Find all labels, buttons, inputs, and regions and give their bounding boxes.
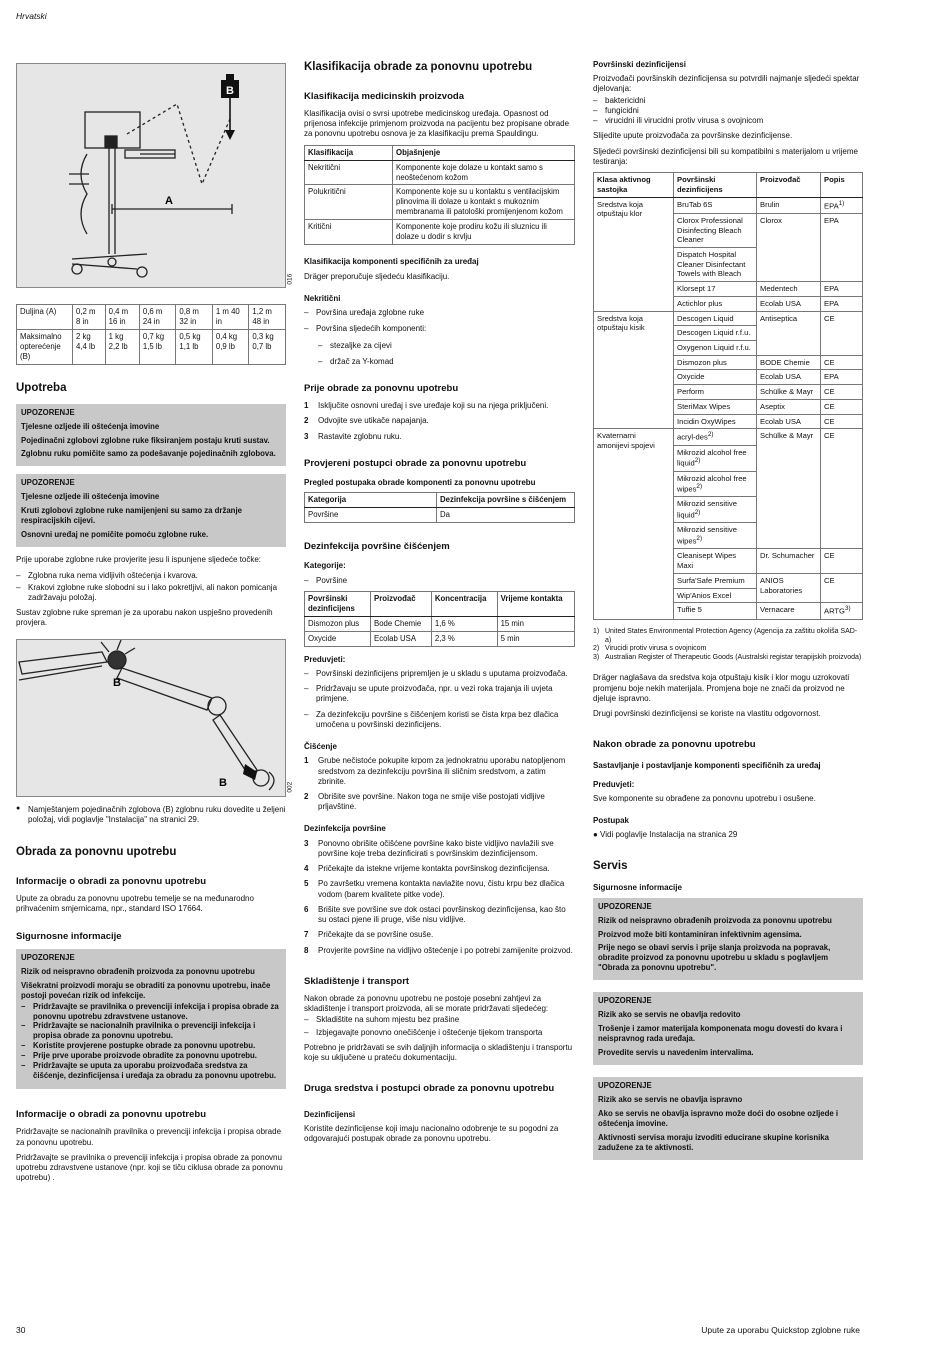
list-item: – Površina sljedećih komponenti:: [304, 324, 575, 334]
table-row: [305, 508, 575, 523]
table-cell: Surfa'Safe Premium: [674, 573, 757, 588]
paragraph: Sljedeći površinski dezinficijensi bili su kompatibilni s materijalom u vrijeme testiranja:: [593, 146, 858, 166]
table-cell: Mikrozid alcohol free liquid$^{2)}$: [674, 445, 757, 471]
column-right: [593, 58, 863, 1168]
list-item: – Za dezinfekciju površine s čišćenjem koristi se čista krpa bez dlačica umočena u površinski dezinficijens.: [304, 710, 575, 730]
figure-arm-length: [16, 63, 294, 288]
warning-text: Pojedinačni zglobovi zglobne ruke fiksiranjem postaju kruti sustav.: [21, 435, 270, 445]
fig2-number: 002: [286, 782, 294, 793]
provj-title: Provjereni postupci obrade za ponovnu upotrebu: [304, 457, 527, 469]
table-cell: Nekritični: [305, 160, 393, 185]
paragraph: Slijedite upute proizvođača za površinske dezinficijense.: [593, 131, 793, 141]
table-cell: Površine: [305, 508, 437, 523]
warning-text: Zglobnu ruku pomičite samo za podešavanje pojedinačnih zglobova.: [21, 449, 276, 459]
table-cell: Wip'Anios Excel: [674, 588, 757, 603]
obrada-title: Obrada za ponovnu upotrebu: [16, 846, 177, 859]
step-item: 6 Brišite sve površine sve dok ostaci površinskog dezinficijensa, kao što su ostaci pjene ili pruge, više nisu vidljive.: [304, 904, 566, 925]
table-row: [594, 311, 863, 326]
table-header: Površinski dezinficijens: [305, 591, 371, 616]
footnote: 2) Virucidi protiv virusa s ovojnicom: [593, 645, 707, 653]
warning-text: Prije nego se obavi servis i prije slanja proizvoda na popravak, obradite proizvod za ponovnu upotrebu u skladu s poglavljem "Obrada za ponovnu upotrebu".: [598, 943, 831, 973]
povrs-title: Površinski dezinficijensi: [593, 60, 686, 69]
table-cell: EPA$^{1)}$: [821, 197, 863, 213]
provj-sub: Pregled postupaka obrade komponenti za ponovnu upotrebu: [304, 477, 536, 487]
table-header: Koncentracija: [431, 591, 497, 616]
list-item: – Pridržavaju se upute proizvođača, npr. u vezi roka trajanja ili uvjeta primjene.: [304, 684, 575, 704]
table-cell: Kritični: [305, 220, 393, 245]
paragraph: Pridržavajte se pravilnika o prevenciji infekcija i propisa obrade za ponovnu upotrebu zdravstvene ustanove (npr. koji se tiču ciklusa obrade za ponovnu upotrebu) .: [16, 1152, 283, 1183]
table-cell: 0,3 kg 0,7 lb: [249, 329, 286, 364]
warning-subject: Rizik od neispravno obrađenih proizvoda za ponovnu upotrebu: [21, 966, 255, 976]
column-middle: [304, 58, 575, 1149]
table-cell: Duljina (A): [17, 305, 73, 330]
table-cell: Komponente koje su u kontaktu s ventilacijskim plinovima ili dolaze u kontakt s mukoznim membranama ili patološki promijenjenom kožom: [393, 185, 575, 220]
warning-text: Proizvod može biti kontaminiran infektivnim agensima.: [598, 929, 802, 939]
obrada-info-title: Informacije o obradi za ponovnu upotrebu: [16, 875, 207, 887]
arm-joints-illustration: [17, 640, 285, 796]
dez-ciscenje: Čišćenje: [304, 742, 337, 752]
list-item: – držač za Y-komad: [304, 357, 575, 367]
table-cell: acryl-des$^{2)}$: [674, 429, 757, 445]
klas-title: Klasifikacija obrade za ponovnu upotrebu: [304, 61, 533, 73]
table-cell: Clorox Professional Disinfecting Bleach Cleaner: [674, 213, 757, 247]
step-item: 2 Obrišite sve površine. Nakon toga ne smije više postojati vidljive prljavštine.: [304, 792, 545, 812]
table-cell: Mikrozid sensitive liquid$^{2)}$: [674, 497, 757, 523]
table-header: Klasifikacija: [305, 145, 393, 160]
table-cell: Tuffie 5: [674, 603, 757, 619]
table-cell: 1 m 40 in: [212, 305, 249, 330]
check-list: [16, 571, 286, 604]
table-header: Proizvođač: [757, 173, 821, 197]
table-cell: 0,2 m 8 in: [73, 305, 106, 330]
spectrum-list: [593, 96, 863, 127]
table-header-row: [305, 145, 575, 160]
component-list: [304, 308, 575, 367]
step-item: 4 Pričekajte da istekne vrijeme kontakta površinskog dezinficijensa.: [304, 864, 550, 874]
table-cell: Ecolab USA: [757, 296, 821, 311]
prije-steps: [304, 401, 575, 442]
arm-length-illustration: [17, 64, 285, 287]
list-item: – stezaljke za cijevi: [304, 341, 575, 351]
prerequisite-list: [304, 669, 575, 730]
table-cell: Dr. Schumacher: [757, 549, 821, 573]
table-cell: Incidin OxyWipes: [674, 414, 757, 429]
table-cell: EPA: [821, 370, 863, 385]
nakon-postupak: Postupak: [593, 816, 630, 826]
dez-preduvjeti: Preduvjeti:: [304, 654, 346, 664]
servis-title: Servis: [593, 859, 628, 872]
nakon-preduvjeti: Preduvjeti:: [593, 779, 635, 789]
paragraph: Drugi površinski dezinficijensi se koriste na vlastitu odgovornost.: [593, 709, 821, 719]
disinfectant-table: [304, 591, 575, 647]
table-cell: CE: [821, 311, 863, 355]
list-item: – fungicidni: [593, 106, 863, 116]
list-item: – Izbjegavajte ponovno onečišćenje i oštećenje tijekom transporta: [304, 1028, 575, 1038]
paragraph: Prije uporabe zglobne ruke provjerite jesu li ispunjene sljedeće točke:: [16, 555, 262, 565]
warning-text: Provedite servis u navedenim intervalima.: [598, 1048, 754, 1058]
table-cell: 15 min: [497, 616, 574, 631]
table-cell: Dispatch Hospital Cleaner Disinfectant Towels with Bleach: [674, 247, 757, 281]
table-cell: BruTab 6S: [674, 197, 757, 213]
list-item: – Površina uređaja zglobne ruke: [304, 308, 575, 318]
table-cell: CE: [821, 355, 863, 370]
paragraph: Klasifikacija ovisi o svrsi upotrebe medicinskog uređaja. Opasnost od prijenosa infekcije primjenom proizvoda na pacijentu bez propisane obrade za ponovnu upotrebu osnova je za klasifikaciju prema Spauldingu.: [304, 108, 570, 139]
table-cell: Kvaternarni amonijevi spojevi: [594, 429, 674, 619]
list-item: – Koristite provjerene postupke obrade za ponovnu upotrebu.: [21, 1041, 281, 1051]
obrada-info2-title: Informacije o obradi za ponovnu upotrebu: [16, 1109, 207, 1121]
table-cell: 0,5 kg 1,1 lb: [176, 329, 213, 364]
table-row: [594, 429, 863, 445]
paragraph: Potrebno je pridržavati se svih daljnjih informacija o skladištenju i transportu koje su uključene u prateću dokumentaciju.: [304, 1042, 573, 1063]
table-cell: Ecolab USA: [757, 414, 821, 429]
table-cell: Brulin: [757, 197, 821, 213]
table-cell: Komponente koje prodiru kožu ili sluznicu ili dolaze u dodir s krvlju: [393, 220, 575, 245]
warning-box: [16, 474, 286, 547]
table-cell: Oxycide: [305, 631, 371, 646]
table-row: [305, 631, 575, 646]
header-language: Hrvatski: [16, 11, 47, 21]
warning-title: UPOZORENJE: [21, 407, 75, 417]
table-cell: EPA: [821, 282, 863, 297]
table-cell: 1 kg 2,2 lb: [105, 329, 139, 364]
warning-text: Osnovni uređaj ne pomičite pomoću zglobne ruke.: [21, 530, 209, 540]
step-item: 5 Po završetku vremena kontakta navlažite novu, čistu krpu bez dlačica vodom (barem kvalitete pitke vode).: [304, 879, 565, 899]
table-cell: 2,3 %: [431, 631, 497, 646]
list-item: – Prije prve uporabe proizvode obradite za ponovnu upotrebu.: [21, 1051, 281, 1061]
warning-subject: Rizik ako se servis ne obavlja redovito: [598, 1010, 741, 1020]
table-cell: 1,2 m 48 in: [249, 305, 286, 330]
table-cell: Sredstva koja otpuštaju klor: [594, 197, 674, 311]
step-item: 8 Provjerite površine na vidljivo oštećenje i po potrebi zamijenite proizvod.: [304, 945, 573, 955]
paragraph: Proizvođači površinskih dezinficijensa su potvrdili najmanje sljedeći spektar djelovanja:: [593, 74, 860, 94]
bullet-instruction: ● Namještanjem pojedinačnih zglobova (B) zglobnu ruku dovedite u željeni položaj, vidi poglavlje "Instalacija" na stranici 29.: [16, 805, 286, 825]
fig1-label-a: A: [165, 195, 173, 207]
warning-text: Višekratni proizvodi moraju se obraditi za ponovnu upotrebu, inače postoji povećan rizik od infekcije.: [21, 980, 271, 1000]
paragraph: ● Vidi poglavlje Instalacija na stranica 29: [593, 830, 738, 840]
table-cell: Descogen Liquid r.f.u.: [674, 326, 757, 341]
table-header: Kategorija: [305, 493, 437, 508]
document-title: Upute za uporabu Quickstop zglobne ruke: [701, 1325, 860, 1335]
table-header: Vrijeme kontakta: [497, 591, 574, 616]
table-cell: CE: [821, 549, 863, 573]
table-cell: Polukritični: [305, 185, 393, 220]
storage-list: [304, 1015, 575, 1037]
step-item: 2 Odvojite sve utikače napajanja.: [304, 416, 429, 426]
table-header: Klasa aktivnog sastojka: [594, 173, 674, 197]
step-item: 3 Ponovno obrišite očišćene površine kako biste vidljivo navlažili sve površine koje treba dezinficirati s površinskim dezinficijensom.: [304, 838, 554, 858]
skl-title: Skladištenje i transport: [304, 975, 410, 987]
list-item: – Krakovi zglobne ruke slobodni su i lako pokretljivi, ali nakon pomicanja zadržavaju položaj.: [16, 583, 286, 603]
fig1-label-b: B: [226, 85, 234, 97]
paragraph: Sve komponente su obrađene za ponovnu upotrebu i osušene.: [593, 793, 816, 803]
paragraph: Dräger preporučuje sljedeću klasifikaciju.: [304, 271, 450, 281]
table-cell: Bode Chemie: [371, 616, 432, 631]
list-item: – Pridržavajte se nacionalnih pravilnika o prevenciji infekcija i propisa obrade za ponovnu upotrebu.: [21, 1021, 281, 1041]
table-cell: 1,6 %: [431, 616, 497, 631]
figure-arm-joints: [16, 639, 294, 797]
warning-list: [21, 1002, 281, 1082]
table-cell: 2 kg 4,4 lb: [73, 329, 106, 364]
dez-title: Dezinfekcija površine čišćenjem: [304, 541, 450, 553]
table-cell: EPA: [821, 213, 863, 281]
table-cell: Cleanisept Wipes Maxi: [674, 549, 757, 573]
table-row: [305, 160, 575, 185]
paragraph: Pridržavajte se nacionalnih pravilnika o prevenciji infekcija i propisa obrade za ponovnu upotrebu.: [16, 1127, 282, 1147]
nakon-title: Nakon obrade za ponovnu upotrebu: [593, 739, 756, 751]
paragraph: Sustav zglobne ruke spreman je za uporabu nakon uspješno provedenih provjera.: [16, 608, 273, 628]
warning-box: [16, 949, 286, 1090]
paragraph: Nakon obrade za ponovnu upotrebu ne postoje posebni zahtjevi za skladištenje i transport proizvoda, ali se morate pridržavati sljedećeg:: [304, 993, 549, 1014]
table-cell: CE: [821, 573, 863, 602]
warning-text: Trošenje i zamor materijala komponenata mogu dovesti do kvara i neispravnog rada uređaja.: [598, 1024, 843, 1044]
warning-title: UPOZORENJE: [598, 1081, 652, 1091]
table-cell: Clorox: [757, 213, 821, 281]
table-cell: Vernacare: [757, 603, 821, 619]
table-cell: Schülke & Mayr: [757, 385, 821, 400]
table-header: Dezinfekcija površine s čišćenjem: [437, 493, 575, 508]
upotreba-title: Upotreba: [16, 381, 67, 394]
table-cell: 0,6 m 24 in: [139, 305, 176, 330]
warning-title: UPOZORENJE: [598, 996, 652, 1006]
table-cell: Mikrozid sensitive wipes$^{2)}$: [674, 523, 757, 549]
table-row: [305, 185, 575, 220]
warning-title: UPOZORENJE: [21, 478, 75, 488]
table-cell: Perform: [674, 385, 757, 400]
warning-text: Kruti zglobovi zglobne ruke namijenjeni su samo za držanje respiracijskih cijevi.: [21, 506, 242, 526]
table-cell: 0,4 m 16 in: [105, 305, 139, 330]
table-cell: Komponente koje dolaze u kontakt samo s neoštećenom kožom: [393, 160, 575, 185]
list-item: – baktericidni: [593, 96, 863, 106]
step-item: 3 Rastavite zglobnu ruku.: [304, 431, 402, 441]
column-left: [16, 58, 294, 1189]
table-cell: SteriMax Wipes: [674, 399, 757, 414]
warning-text: Aktivnosti servisa moraju izvoditi educirane skupine korisnika zadužene za te aktivnosti.: [598, 1133, 829, 1153]
page-number: 30: [16, 1325, 26, 1335]
table-cell: ANIOS Laboratories: [757, 573, 821, 602]
table-header: Objašnjenje: [393, 145, 575, 160]
table-cell: 0,4 kg 0,9 lb: [212, 329, 249, 364]
table-cell: Descogen Liquid: [674, 311, 757, 326]
table-header: Proizvođač: [371, 591, 432, 616]
table-cell: 0,8 m 32 in: [176, 305, 213, 330]
table-header-row: [305, 591, 575, 616]
list-item: – virucidni ili virucidni protiv virusa s ovojnicom: [593, 116, 863, 126]
warning-subject: Rizik ako se servis ne obavlja ispravno: [598, 1095, 743, 1105]
table-cell: Antiseptica: [757, 311, 821, 355]
servis-sub: Sigurnosne informacije: [593, 883, 682, 893]
table-cell: Oxycide: [674, 370, 757, 385]
prije-title: Prije obrade za ponovnu upotrebu: [304, 382, 459, 394]
table-row: [594, 197, 863, 213]
warning-text: Ako se servis ne obavlja ispravno može doći do osobne ozljede i oštećenja imovine.: [598, 1109, 839, 1129]
table-cell: CE: [821, 414, 863, 429]
warning-box: [593, 898, 863, 981]
table-cell: Ecolab USA: [757, 370, 821, 385]
footnote: 1) United States Environmental Protection Agency (Agencija za zaštitu okoliša SAD-a): [593, 627, 858, 644]
table-header: Popis: [821, 173, 863, 197]
warning-subject: Tjelesne ozljede ili oštećenja imovine: [21, 421, 160, 431]
table-cell: Medentech: [757, 282, 821, 297]
paragraph: Koristite dezinficijense koji imaju nacionalno odobrenje te su pogodni za odgovarajući postupak obrade za ponovnu upotrebu.: [304, 1123, 559, 1143]
table-cell: Da: [437, 508, 575, 523]
obrada-safety-title: Sigurnosne informacije: [16, 930, 122, 942]
warning-box: [593, 1077, 863, 1160]
list-item: – Pridržavajte se pravilnika o prevenciji infekcija i propisa obrade za ponovnu upotrebu zdravstvene ustanove.: [21, 1002, 281, 1022]
table-cell: 5 min: [497, 631, 574, 646]
table-cell: ARTG$^{3)}$: [821, 603, 863, 619]
cleaning-steps: [304, 756, 575, 812]
table-cell: EPA: [821, 296, 863, 311]
table-row: [305, 220, 575, 245]
category-list: [304, 576, 575, 586]
table-cell: Klorsept 17: [674, 282, 757, 297]
dez-povrsine: Dezinfekcija površine: [304, 824, 386, 834]
table-cell: CE: [821, 399, 863, 414]
fig2-label-b2: B: [219, 776, 227, 789]
warning-box: [16, 404, 286, 467]
list-item: – Pridržavajte se uputa za uporabu proizvođača sredstva za čišćenje, dezinficijensa i uređaja za obradu za ponovnu upotrebu.: [21, 1061, 281, 1081]
list-item: – Zglobna ruka nema vidljivih oštećenja i kvarova.: [16, 571, 286, 581]
table-cell: Mikrozid alcohol free wipes$^{2)}$: [674, 471, 757, 497]
druga-sub: Dezinficijensi: [304, 1109, 356, 1119]
procedure-table: [304, 492, 575, 523]
warning-title: UPOZORENJE: [21, 952, 75, 962]
nakon-sub: Sastavljanje i postavljanje komponenti specifičnih za uređaj: [593, 761, 821, 771]
table-cell: Aseptix: [757, 399, 821, 414]
table-cell: Ecolab USA: [371, 631, 432, 646]
disinfection-steps: [304, 839, 575, 956]
dez-kat: Kategorije:: [304, 561, 346, 571]
table-cell: 0,7 kg 1,5 lb: [139, 329, 176, 364]
table-cell: BODE Chemie: [757, 355, 821, 370]
list-item: – Površine: [304, 576, 575, 586]
table-cell: Maksimalno opterećenje (B): [17, 329, 73, 364]
paragraph: Upute za obradu za ponovnu upotrebu temelje se na međunarodno prihvaćenim smjernicama, npr., standard ISO 17664.: [16, 894, 254, 914]
table-row: [305, 616, 575, 631]
table-cell: Sredstva koja otpuštaju kisik: [594, 311, 674, 429]
table-cell: Dismozon plus: [674, 355, 757, 370]
table-cell: Oxygenon Liquid r.f.u.: [674, 340, 757, 355]
table-header-row: [594, 173, 863, 197]
step-item: 1 Grube nečistoće pokupite krpom za jednokratnu uporabu natopljenom sredstvom za dezinfekciju površina ili sličnim sredstvom, a zatim zbrinite.: [304, 756, 566, 786]
paragraph: Dräger naglašava da sredstva koja otpuštaju kisik i klor mogu uzrokovati promjenu boje nekih materijala. Promjena boje ne znači da proizvod ne djeluje ispravno.: [593, 673, 850, 703]
klas-nekriticni: Nekritični: [304, 293, 341, 303]
fig1-number: 016: [286, 273, 294, 285]
table-cell: Schülke & Mayr: [757, 429, 821, 549]
step-item: 1 Isključite osnovni uređaj i sve uređaje koji su na njega priključeni.: [304, 401, 549, 411]
list-item: – Skladištite na suhom mjestu bez prašine: [304, 1015, 575, 1025]
classification-table: [304, 145, 575, 246]
table-cell: CE: [821, 385, 863, 400]
step-item: 7 Pričekajte da se površine osuše.: [304, 930, 434, 940]
table-header: Površinski dezinficijens: [674, 173, 757, 197]
table-row: [17, 305, 286, 330]
compatible-disinfectants-table: [593, 172, 863, 619]
table-row: [17, 329, 286, 364]
warning-subject: Tjelesne ozljede ili oštećenja imovine: [21, 492, 160, 502]
list-item: – Površinski dezinficijens pripremljen je u skladu s uputama proizvođača.: [304, 669, 575, 679]
druga-title: Druga sredstva i postupci obrade za ponovnu upotrebu: [304, 1083, 555, 1095]
klas-sub2: Klasifikacija komponenti specifičnih za uređaj: [304, 257, 479, 267]
table-cell: Dismozon plus: [305, 616, 371, 631]
length-load-table: [16, 304, 286, 365]
footnote: 3) Australian Register of Therapeutic Goods (Australski registar terapijskih proizvoda): [593, 654, 862, 662]
table-cell: CE: [821, 429, 863, 549]
warning-subject: Rizik od neispravno obrađenih proizvoda za ponovnu upotrebu: [598, 915, 832, 925]
warning-box: [593, 992, 863, 1065]
klas-sub1: Klasifikacija medicinskih proizvoda: [304, 90, 464, 102]
table-cell: Actichlor plus: [674, 296, 757, 311]
table-header-row: [305, 493, 575, 508]
warning-title: UPOZORENJE: [598, 901, 652, 911]
fig2-label-b1: B: [113, 676, 121, 689]
